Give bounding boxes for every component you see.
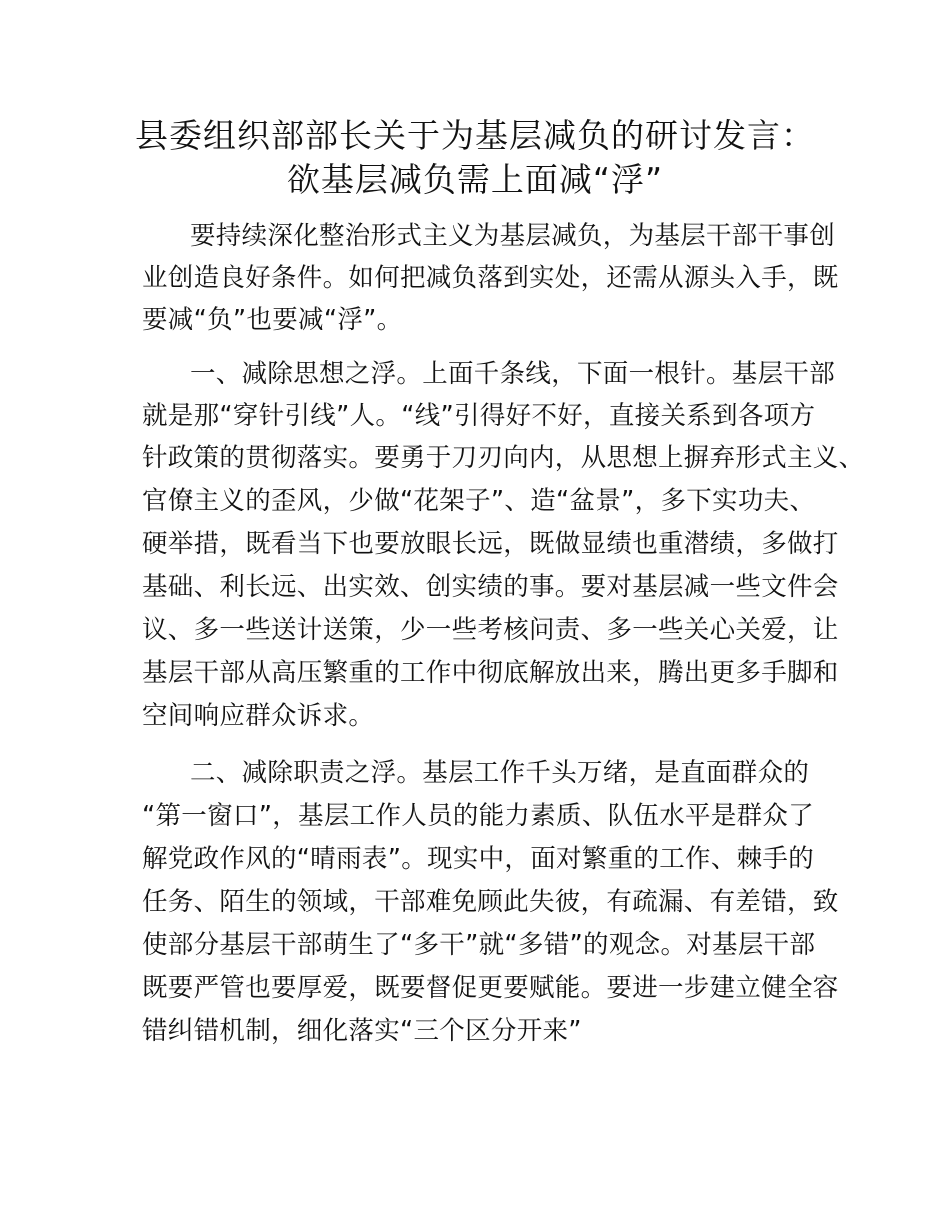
- paragraph-2-line-7: 议、多一些送计送策，少一些考核问责、多一些关心关爱，让: [142, 615, 839, 645]
- paragraph-2-line-3: 针政策的贯彻落实。要勇于刀刃向内，从思想上摒弃形式主义、: [142, 443, 865, 473]
- paragraph-2-line-5: 硬举措，既看当下也要放眼长远，既做显绩也重潜绩，多做打: [142, 529, 839, 559]
- paragraph-2-line-8: 基层干部从高压繁重的工作中彻底解放出来，腾出更多手脚和: [142, 658, 839, 688]
- paragraph-3-line-2: “第一窗口”，基层工作人员的能力素质、队伍水平是群众了: [142, 801, 815, 831]
- paragraph-3-line-7: 错纠错机制，细化落实“三个区分开来”: [142, 1016, 582, 1046]
- paragraph-3-line-5: 使部分基层干部萌生了“多干”就“多错”的观念。对基层干部: [142, 930, 816, 960]
- paragraph-2-line-2: 就是那“穿针引线”人。“线”引得好不好，直接关系到各项方: [142, 401, 816, 431]
- paragraph-2-line-1: 一、减除思想之浮。上面千条线，下面一根针。基层干部: [190, 359, 836, 389]
- paragraph-3-line-3: 解党政作风的“晴雨表”。现实中，面对繁重的工作、棘手的: [142, 844, 815, 874]
- paragraph-1-line-2: 业创造良好条件。如何把减负落到实处，还需从源头入手，既: [142, 263, 839, 293]
- paragraph-1-line-3: 要减“负”也要减“浮”。: [142, 305, 403, 335]
- document-title-line-1: 县委组织部部长关于为基层减负的研讨发言：: [135, 116, 815, 155]
- paragraph-3-line-1: 二、减除职责之浮。基层工作千头万绪，是直面群众的: [190, 758, 810, 788]
- paragraph-3-line-4: 任务、陌生的领域，干部难免顾此失彼，有疏漏、有差错，致: [142, 887, 839, 917]
- paragraph-2-line-4: 官僚主义的歪风，少做“花架子”、造“盆景”，多下实功夫、: [142, 486, 816, 516]
- paragraph-3-line-6: 既要严管也要厚爱，既要督促更要赋能。要进一步建立健全容: [142, 973, 839, 1003]
- paragraph-2-line-6: 基础、利长远、出实效、创实绩的事。要对基层减一些文件会: [142, 572, 839, 602]
- document-title-line-2: 欲基层减负需上面减“浮”: [286, 160, 664, 199]
- paragraph-2-line-9: 空间响应群众诉求。: [142, 701, 375, 731]
- paragraph-1-line-1: 要持续深化整治形式主义为基层减负，为基层干部干事创: [190, 221, 836, 251]
